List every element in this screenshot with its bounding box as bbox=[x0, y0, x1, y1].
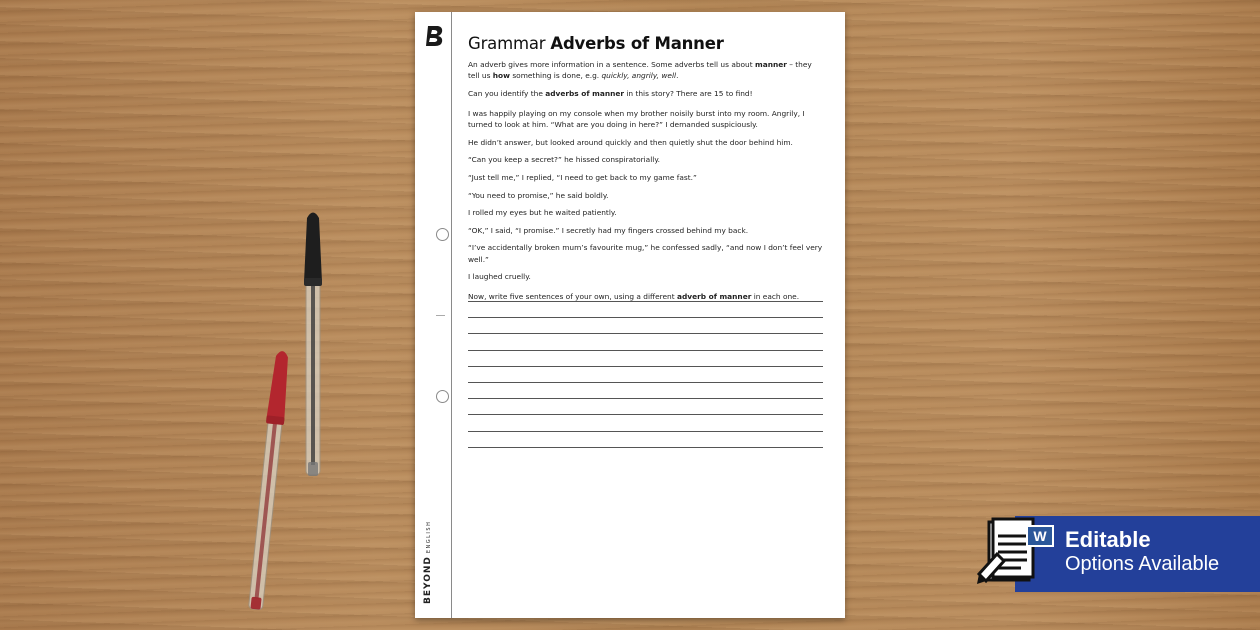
story-paragraph: I was happily playing on my console when my brother noisily burst into my room. Angrily, I turned to look at him. “What are you doing in here?” I demanded suspiciously. bbox=[468, 109, 805, 130]
badge-title: Editable bbox=[1065, 527, 1151, 552]
fold-mark bbox=[436, 315, 445, 316]
badge-text bbox=[1065, 528, 1219, 576]
story-paragraph: “I’ve accidentally broken mum’s favourite mug,” he confessed sadly, “and now I don’t feel very well.” bbox=[468, 243, 823, 264]
task-paragraph: Can you identify the adverbs of manner in this story? There are 15 to find! bbox=[468, 88, 753, 98]
write-instruction: Now, write five sentences of your own, using a different adverb of manner in each one. bbox=[468, 292, 800, 302]
writing-line bbox=[468, 447, 823, 448]
writing-line bbox=[468, 333, 823, 334]
badge-subtitle: Options Available bbox=[1065, 553, 1220, 575]
writing-line bbox=[468, 301, 823, 302]
writing-lines bbox=[468, 301, 823, 463]
brand-label: BEYONDENGLISH bbox=[423, 520, 433, 604]
punch-hole bbox=[436, 390, 449, 403]
black-pen bbox=[304, 213, 322, 477]
story-paragraph: “Just tell me,” I replied, “I need to get back to my game fast.” bbox=[468, 172, 697, 182]
worksheet-content bbox=[468, 34, 824, 309]
writing-line bbox=[468, 366, 823, 367]
story-paragraph: “OK,” I said, “I promise.” I secretly had my fingers crossed behind my back. bbox=[468, 225, 749, 235]
writing-line bbox=[468, 350, 823, 351]
story-paragraph: “You need to promise,” he said boldly. bbox=[468, 190, 609, 200]
red-pen bbox=[246, 350, 291, 610]
page-margin-line bbox=[451, 12, 452, 618]
beyond-b-logo-icon bbox=[425, 24, 445, 48]
intro-paragraph: An adverb gives more information in a sentence. Some adverbs tell us about manner – they tell us how something is done, e.g. quickly, angrily, well. bbox=[468, 60, 812, 81]
svg-text:W: W bbox=[1033, 528, 1047, 544]
writing-line bbox=[468, 414, 823, 415]
writing-line bbox=[468, 431, 823, 432]
word-document-edit-icon bbox=[975, 516, 1055, 592]
worksheet-page bbox=[415, 12, 845, 618]
writing-line bbox=[468, 398, 823, 399]
writing-line bbox=[468, 317, 823, 318]
punch-hole bbox=[436, 228, 449, 241]
story-paragraph: I rolled my eyes but he waited patiently. bbox=[468, 208, 617, 218]
story-paragraph: He didn’t answer, but looked around quickly and then quietly shut the door behind him. bbox=[468, 137, 793, 147]
story-paragraph: I laughed cruelly. bbox=[468, 272, 531, 282]
story-paragraph: “Can you keep a secret?” he hissed conspiratorially. bbox=[468, 155, 660, 165]
worksheet-title: Grammar Adverbs of Manner bbox=[468, 34, 724, 53]
writing-line bbox=[468, 382, 823, 383]
